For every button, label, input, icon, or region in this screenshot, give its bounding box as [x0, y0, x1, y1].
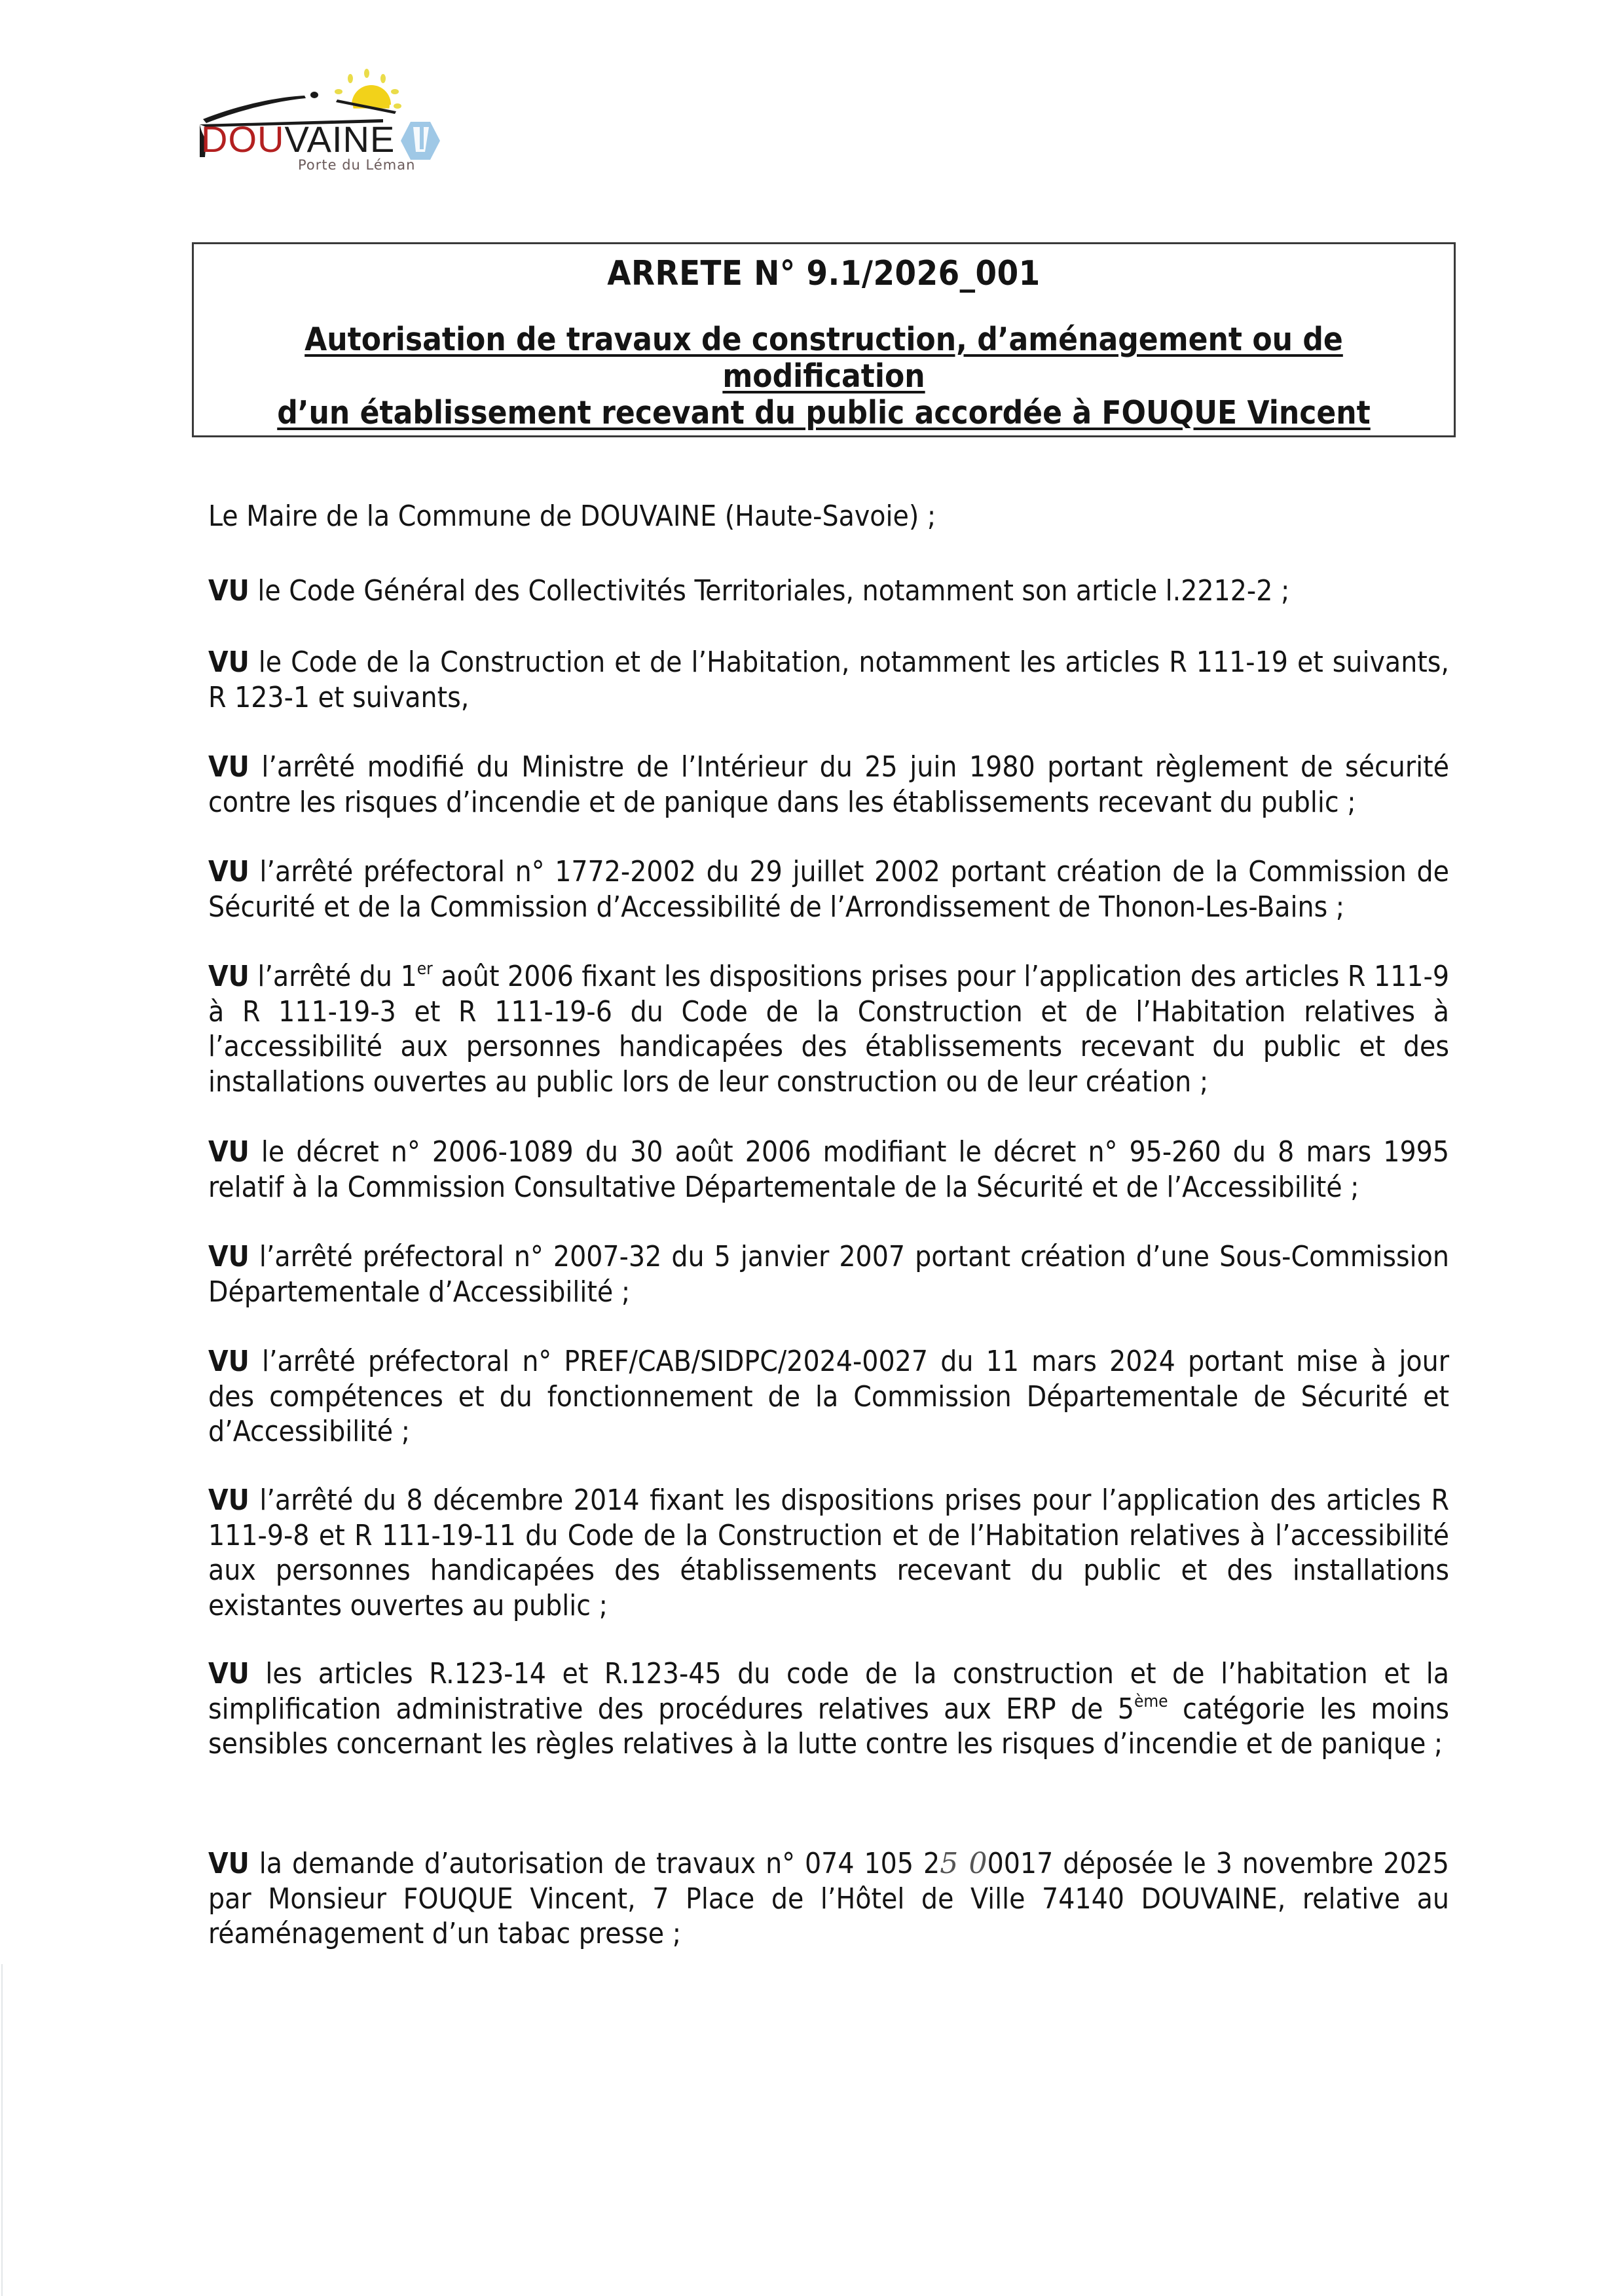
consideration-item	[208, 1483, 1449, 1623]
consideration-item	[208, 854, 1449, 924]
consideration-text: l’arrêté préfectoral n° 2007-32 du 5 janvier 2007 portant création d’une Sous-Commission Départementale d’Accessibilité ;	[208, 1240, 1449, 1309]
vu-label: VU	[208, 1484, 249, 1517]
logo-wordmark	[201, 118, 396, 160]
vu-label: VU	[208, 574, 249, 608]
douvaine-logo	[187, 59, 442, 177]
consideration-text: le Code de la Construction et de l’Habitation, notamment les articles R 111-19 et suivants, R 123-1 et suivants,	[208, 646, 1449, 714]
consideration-item	[208, 750, 1449, 820]
decree-number: ARRETE N° 9.1/2026_001	[607, 254, 1041, 293]
vu-label: VU	[208, 1240, 249, 1273]
consideration-item	[208, 645, 1449, 715]
shield-icon	[401, 122, 440, 160]
consideration-item	[208, 1239, 1449, 1309]
consideration-text: le décret n° 2006-1089 du 30 août 2006 modifiant le décret n° 95-260 du 8 mars 1995 relatif à la Commission Consultative Départementale de la Sécurité et de l’Accessibilité ;	[208, 1135, 1449, 1204]
scan-edge	[1, 1964, 3, 2296]
vu-label: VU	[208, 646, 249, 679]
vu-label: VU	[208, 1135, 249, 1169]
consideration-item	[208, 1846, 1449, 1952]
consideration-text: l’arrêté préfectoral n° 1772-2002 du 29 juillet 2002 portant création de la Commission de Sécurité et de la Commission d’Accessibilité de l’Arrondissement de Thonon-Les-Bains ;	[208, 855, 1449, 924]
consideration-item	[208, 1656, 1449, 1762]
consideration-text: l’arrêté modifié du Ministre de l’Intérieur du 25 juin 1980 portant règlement de sécurité contre les risques d’incendie et de panique dans les établissements recevant du public ;	[208, 750, 1449, 819]
vu-label: VU	[208, 1847, 249, 1880]
title-box	[192, 242, 1456, 437]
consideration-text: le Code Général des Collectivités Territoriales, notamment son article l.2212-2 ;	[249, 574, 1290, 608]
logo-word-red: DOU	[201, 118, 285, 160]
vu-label: VU	[208, 960, 249, 993]
ordinal-suffix: er	[416, 959, 433, 979]
consideration-item	[208, 1135, 1449, 1205]
logo-tagline: Porte du Léman	[298, 157, 416, 173]
vu-label: VU	[208, 1345, 249, 1378]
consideration-text: les articles R.123-14 et R.123-45 du code de la construction et de l’habitation et la simplification administrative des procédures relatives aux ERP de 5	[208, 1657, 1449, 1726]
ordinal-suffix: ème	[1134, 1691, 1168, 1711]
decree-subject	[207, 321, 1441, 431]
consideration-text: l’arrêté du 1	[249, 960, 417, 993]
consideration-text: août 2006 fixant les dispositions prises pour l’application des articles R 111-9 à R 111-19-3 et R 111-19-6 du Code de la Construction et de l’Habitation relatives à l’accessibilité aux personnes handicapées des établissements recevant du public et des installations ouvertes au public lors de leur construction ou de leur création ;	[208, 960, 1449, 1099]
consideration-text: l’arrêté préfectoral n° PREF/CAB/SIDPC/2024-0027 du 11 mars 2024 portant mise à jour des compétences et du fonctionnement de la Commission Départementale de Sécurité et d’Accessibilité ;	[208, 1345, 1449, 1448]
vu-label: VU	[208, 750, 249, 784]
consideration-text: catégorie les moins sensibles concernant les règles relatives à la lutte contre les risques d’incendie et de panique ;	[208, 1692, 1450, 1760]
consideration-item	[208, 574, 1449, 609]
vu-label: VU	[208, 855, 249, 888]
decree-subject-line-1: Autorisation de travaux de construction, d’aménagement ou de modification	[304, 321, 1343, 395]
consideration-text: l’arrêté du 8 décembre 2014 fixant les dispositions prises pour l’application des articles R 111-9-8 et R 111-19-11 du Code de la Construction et de l’Habitation relatives à l’accessibilité aux personnes handicapées des établissements recevant du public et des installations existantes ouvertes au public ;	[208, 1484, 1449, 1622]
mayor-line: Le Maire de la Commune de DOUVAINE (Haute-Savoie) ;	[208, 500, 936, 533]
consideration-text: 0017 déposée le 3 novembre 2025 par Monsieur FOUQUE Vincent, 7 Place de l’Hôtel de Ville 74140 DOUVAINE, relative au réaménagement d’un tabac presse ;	[208, 1847, 1449, 1950]
logo-word-dark: VAINE	[284, 118, 396, 160]
decree-subject-line-2: d’un établissement recevant du public accordée à FOUQUE Vincent	[277, 394, 1371, 431]
vu-label: VU	[208, 1657, 249, 1690]
consideration-item	[208, 959, 1449, 1099]
handwritten-annotation: 5 0	[940, 1847, 987, 1880]
consideration-text: la demande d’autorisation de travaux n° 074 105 2	[249, 1847, 940, 1880]
consideration-item	[208, 1344, 1449, 1449]
